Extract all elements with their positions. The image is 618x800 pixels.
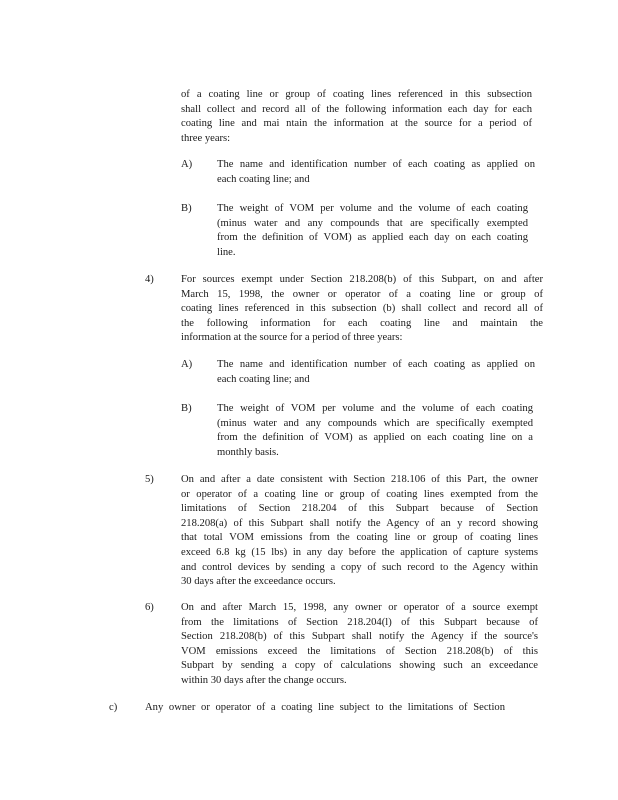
item-5-label: 5) — [145, 474, 154, 485]
text-line: information at the source for a period of three years: — [181, 332, 403, 344]
text-line: line. — [217, 246, 236, 258]
text-line: VOM emissions exceed the limitations of Section 218.208(b) of this — [181, 645, 538, 657]
text-line: that total VOM emissions from the coating line or group of coating lines — [181, 532, 538, 544]
item-4a-text — [217, 358, 535, 387]
text-line: The weight of VOM per volume and the volume of each coating — [217, 403, 533, 414]
text-line: Any owner or operator of a coating line subject to the limitations of Section — [145, 702, 505, 713]
item-c-label: c) — [109, 702, 118, 713]
text-line: 30 days after the exceedance occurs. — [181, 576, 336, 588]
text-line: coating line and mai ntain the information at the source for a period of — [181, 118, 532, 130]
text-line: Subpart by sending a copy of calculations showing such an exceedance — [181, 660, 538, 672]
text-line: March 15, 1998, the owner or operator of a coating line or group of — [181, 288, 543, 300]
item-3b-text — [217, 202, 528, 260]
text-line: On and after a date consistent with Section 218.106 of this Part, the owner — [181, 474, 538, 485]
item-3a-text — [217, 158, 535, 187]
item-6-text — [181, 601, 538, 689]
text-line: exceed 6.8 kg (15 lbs) in any day before the application of capture systems — [181, 546, 538, 558]
text-line: limitations of Section 218.204 of this Subpart because of Section — [181, 503, 538, 515]
text-line: and control devices by sending a copy of such record to the Agency within — [181, 561, 538, 573]
text-line: (minus water and any compounds that are specifically exempted — [217, 217, 528, 229]
text-line: the following information for each coating line and maintain the — [181, 317, 543, 329]
text-line: or operator of a coating line or group of coating lines exempted from the — [181, 488, 538, 500]
text-line: shall collect and record all of the following information each day for each — [181, 103, 532, 115]
text-line: from the definition of VOM) as applied on each coating line on a — [217, 432, 533, 444]
item-6-label: 6) — [145, 602, 154, 613]
item-4-label: 4) — [145, 274, 154, 285]
text-line: coating lines referenced in this subsection (b) shall collect and record all of — [181, 303, 543, 315]
item-3b-label: B) — [181, 203, 192, 214]
item-5-text — [181, 473, 538, 590]
text-line: within 30 days after the change occurs. — [181, 674, 347, 686]
item-4-text — [181, 273, 543, 346]
text-line: three years: — [181, 132, 231, 144]
text-line: For sources exempt under Section 218.208(b) of this Subpart, on and after — [181, 274, 543, 285]
item-3a-label: A) — [181, 159, 193, 170]
text-line: 218.208(a) of this Subpart shall notify the Agency of an y record showing — [181, 517, 538, 529]
item-4b-text — [217, 402, 533, 460]
item-4a-label: A) — [181, 359, 193, 370]
text-line: each coating line; and — [217, 373, 310, 385]
text-line: from the definition of VOM) as applied each day on each coating — [217, 232, 528, 244]
text-line: The weight of VOM per volume and the volume of each coating — [217, 203, 528, 214]
intro-paragraph — [181, 88, 532, 146]
item-4b-label: B) — [181, 403, 192, 414]
text-line: of a coating line or group of coating lines referenced in this subsection — [181, 89, 532, 100]
item-c-text — [145, 701, 505, 716]
text-line: each coating line; and — [217, 173, 310, 185]
text-line: monthly basis. — [217, 446, 279, 458]
text-line: Section 218.208(b) of this Subpart shall notify the Agency if the source's — [181, 631, 538, 643]
text-line: The name and identification number of each coating as applied on — [217, 359, 535, 370]
text-line: (minus water and any compounds which are specifically exempted — [217, 417, 533, 429]
text-line: On and after March 15, 1998, any owner or operator of a source exempt — [181, 602, 538, 613]
text-line: from the limitations of Section 218.204(l) of this Subpart because of — [181, 616, 538, 628]
text-line: The name and identification number of each coating as applied on — [217, 159, 535, 170]
